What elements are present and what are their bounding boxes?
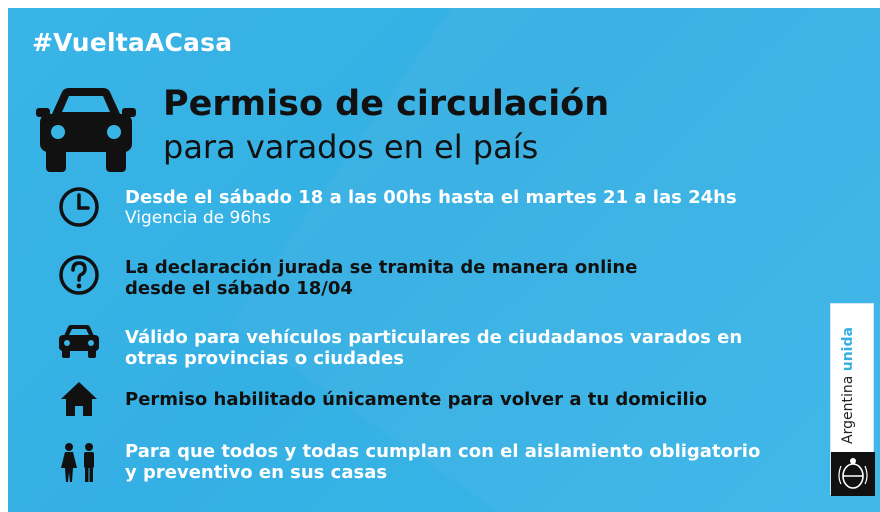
item-text-line2: y preventivo en sus casas — [125, 462, 388, 483]
badge-word-argentina: Argentina — [840, 375, 856, 444]
clock-icon — [56, 184, 102, 230]
car-icon — [56, 318, 102, 364]
badge-text — [840, 327, 856, 444]
argentina-unida-badge — [830, 303, 874, 495]
hashtag: #VueltaACasa — [32, 28, 233, 57]
question-circle-icon — [56, 252, 102, 298]
item-text: Permiso habilitado únicamente para volver a tu domicilio — [125, 389, 708, 410]
car-icon — [34, 84, 138, 174]
national-seal-icon — [831, 452, 875, 496]
flyer-panel — [8, 8, 880, 512]
page-title: Permiso de circulación — [163, 84, 610, 124]
house-icon — [56, 376, 102, 422]
item-text: Desde el sábado 18 a las 00hs hasta el martes 21 a las 24hs — [125, 187, 737, 208]
badge-word-unida: unida — [840, 327, 856, 372]
item-text: La declaración jurada se tramita de manera online — [125, 257, 638, 278]
item-text: Para que todos y todas cumplan con el aislamiento obligatorio — [125, 441, 761, 462]
people-icon — [56, 440, 102, 486]
item-text: Válido para vehículos particulares de ciudadanos varados en — [125, 327, 743, 348]
item-text-line2: otras provincias o ciudades — [125, 348, 404, 369]
item-subtext: Vigencia de 96hs — [125, 208, 271, 228]
page-subtitle: para varados en el país — [163, 128, 539, 166]
item-text-line2: desde el sábado 18/04 — [125, 278, 353, 299]
